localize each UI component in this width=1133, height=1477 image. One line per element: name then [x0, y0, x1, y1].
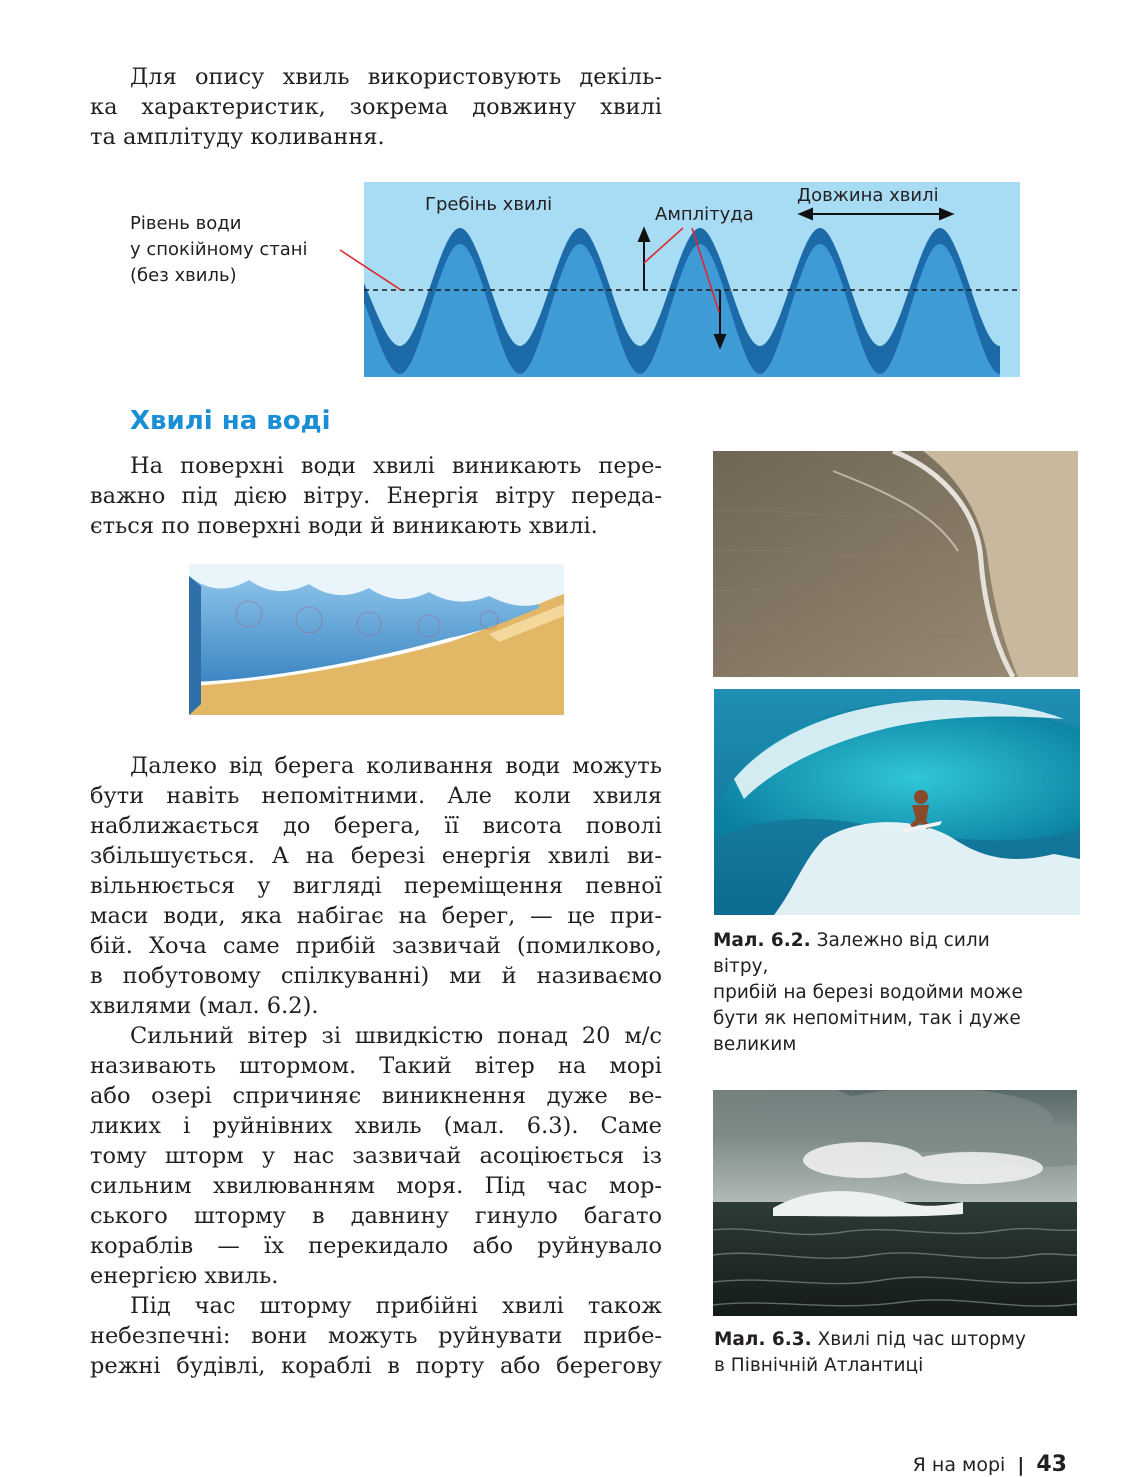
text-line: тому шторм у нас зазвичай асоціюється із: [90, 1143, 662, 1169]
paragraph-wind-waves: [90, 451, 662, 541]
label-line: у спокійному стані: [130, 239, 308, 260]
text-line: хвилями (мал. 6.2).: [90, 993, 319, 1019]
text-line: бути навіть непомітними. Але коли хвиля: [90, 783, 662, 809]
text-line: ського шторму в давнину гинуло багато: [90, 1203, 662, 1229]
page-footer: [913, 1452, 1067, 1477]
text-line: та амплітуду коливання.: [90, 124, 385, 150]
caption-line: в Північній Атлантиці: [714, 1355, 924, 1376]
text-line: ється по поверхні води й виникають хвилі.: [90, 513, 598, 539]
caption-line: великим: [713, 1034, 797, 1055]
text-line: або озері спричиняє виникнення дуже ве-: [90, 1083, 662, 1109]
text-line: Для опису хвиль використовують декіль-: [130, 64, 662, 90]
atlantic-storm-photo: [713, 1090, 1077, 1316]
text-line: Сильний вітер зі швидкістю понад 20 м/с: [130, 1023, 662, 1049]
surfer-wave-photo: [714, 689, 1080, 915]
amplitude-label: Амплітуда: [655, 204, 754, 225]
crest-label: Гребінь хвилі: [425, 194, 553, 215]
label-line: (без хвиль): [130, 265, 237, 286]
running-title: Я на морі: [912, 1454, 1006, 1476]
text-line: називають штормом. Такий вітер на морі: [90, 1053, 662, 1079]
page-number: 43: [1036, 1452, 1067, 1477]
caption-text: Хвилі під час шторму: [811, 1329, 1026, 1350]
water-side-face: [189, 576, 201, 715]
figure-caption-6-2: [713, 928, 1043, 1058]
wave-cross-section-illustration: [189, 564, 564, 715]
text-line: збільшується. А на березі енергія хвилі ви-: [90, 843, 662, 869]
caption-line: [713, 928, 1043, 980]
text-line: Далеко від берега коливання води можуть: [130, 753, 662, 779]
storm-sea: [713, 1202, 1077, 1316]
text-line: в побутовому спілкуванні) ми й називаємо: [90, 963, 662, 989]
text-line: наближається до берега, її висота поволі: [90, 813, 662, 839]
text-line: небезпечні: вони можуть руйнувати прибе-: [90, 1323, 662, 1349]
wave-diagram: [0, 0, 1133, 400]
paragraph-surf: [90, 751, 662, 1021]
figure-caption-6-3: [714, 1327, 1054, 1379]
figure-label: Мал. 6.2.: [713, 930, 811, 951]
text-line: бій. Хоча саме прибій зазвичай (помилково,: [90, 933, 662, 959]
text-line: ка характеристик, зокрема довжину хвилі: [90, 94, 662, 120]
wavelength-label: Довжина хвилі: [797, 185, 939, 206]
label-line: Рівень води: [130, 213, 242, 234]
caption-text: Залежно від сили вітру,: [713, 930, 990, 977]
paragraph-storm: [90, 1021, 662, 1291]
text-line: важно під дією вітру. Енергія вітру переда-: [90, 483, 662, 509]
caption-line: прибій на березі водойми може: [713, 982, 1023, 1003]
text-line: На поверхні води хвилі виникають пере-: [130, 453, 662, 479]
text-line: кораблів — їх перекидало або руйнувало: [90, 1233, 662, 1259]
section-heading: Хвилі на воді: [130, 406, 331, 436]
caption-line: бути як непомітним, так і дуже: [713, 1008, 1021, 1029]
text-line: сильним хвилюванням моря. Під час мор-: [90, 1173, 662, 1199]
text-line: ликих і руйнівних хвиль (мал. 6.3). Саме: [90, 1113, 662, 1139]
text-line: вільнюється у вигляді переміщення певної: [90, 873, 662, 899]
paragraph-surf-danger: [90, 1291, 662, 1381]
footer-divider: |: [1017, 1454, 1025, 1476]
text-line: Під час шторму прибійні хвилі також: [130, 1293, 662, 1319]
text-line: енергією хвиль.: [90, 1263, 279, 1289]
text-line: режні будівлі, кораблі в порту або берегову: [90, 1353, 662, 1379]
calm-beach-photo: [713, 451, 1078, 677]
text-line: маси води, яка набігає на берег, — це при-: [90, 903, 662, 929]
caption-line: [714, 1327, 1054, 1353]
figure-label: Мал. 6.3.: [714, 1329, 812, 1350]
